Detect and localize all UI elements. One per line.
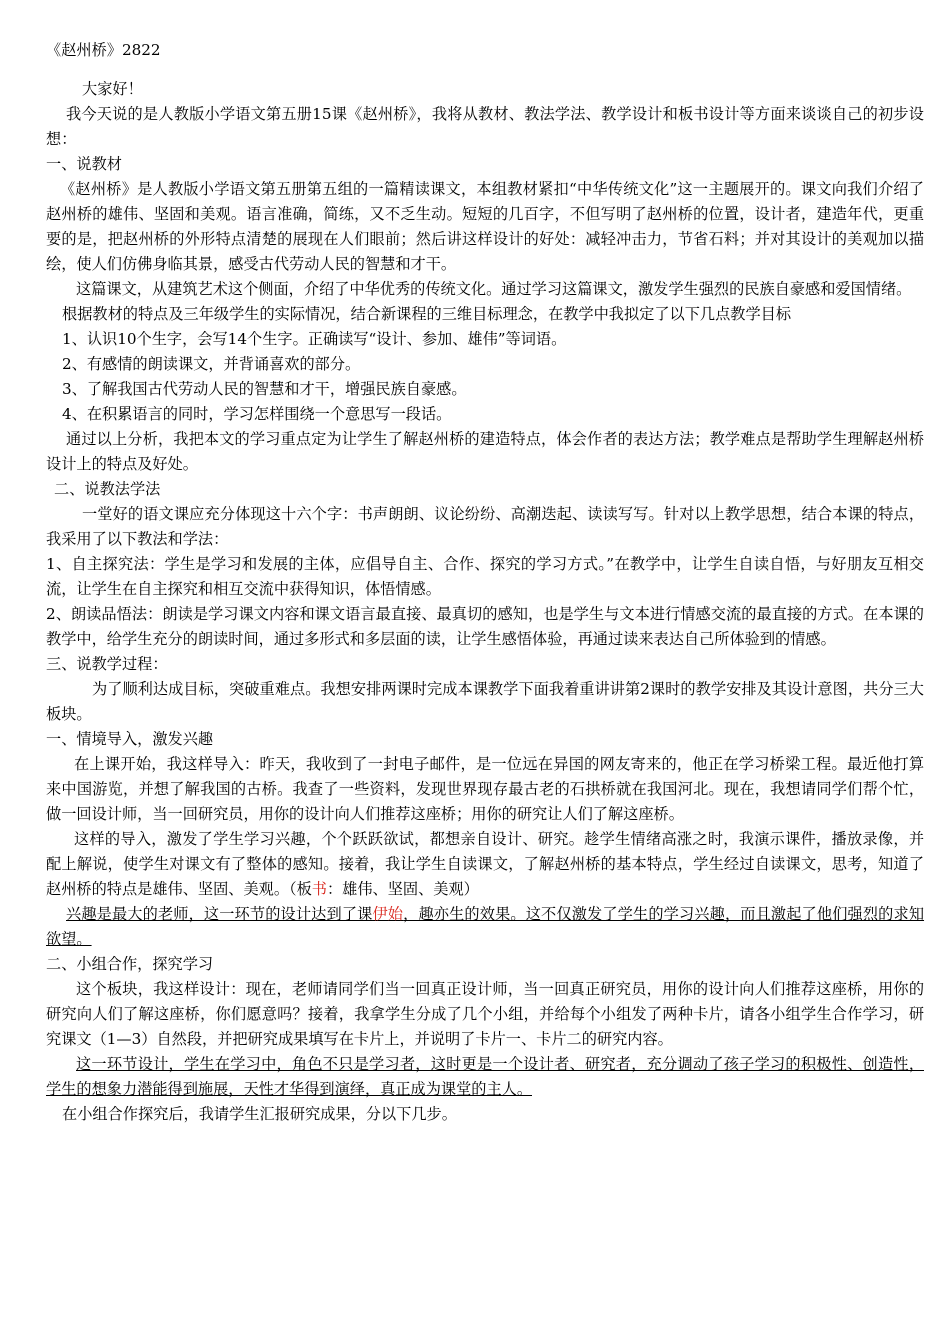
- process-intro-paragraph: 为了顺利达成目标，突破重难点。我想安排两课时完成本课教学下面我着重讲讲第2课时的教学安排及其设计意图，共分三大板块。: [46, 680, 924, 723]
- document-page: [46, 38, 924, 1127]
- goal-item: 1、认识10个生字，会写14个生字。正确读写“设计、参加、雄伟”等词语。: [62, 330, 567, 348]
- underlined-summary-2: 这一环节设计，学生在学习中，角色不只是学习者，这时更是一个设计者、研究者，充分调动了孩子学习的积极性、创造性，学生的想象力潜能得到施展，天性才华得到演绎，真正成为课堂的主人。: [46, 1055, 924, 1098]
- textbook-paragraph-3: 根据教材的特点及三年级学生的实际情况，结合新课程的三维目标理念，在教学中我拟定了以下几点教学目标: [62, 305, 791, 323]
- section-heading-methods: 二、说教法学法: [54, 480, 161, 498]
- textbook-paragraph-1: 《赵州桥》是人教版小学语文第五册第五组的一篇精读课文，本组教材紧扣“中华传统文化”这一主题展开的。课文向我们介绍了赵州桥的雄伟、坚固和美观。语言准确，简练，又不乏生动。短短的几百字，不但写明了赵州桥的位置，设计者，建造年代，更重要的是，把赵州桥的外形特点清楚的展现在人们眼前；然后讲这样设计的好处：减轻冲击力，节省石料；并对其设计的美观加以描绘，使人们仿佛身临其景，感受古代劳动人民的智慧和才干。: [46, 180, 924, 273]
- method-reading: 2、朗读品悟法：朗读是学习课文内容和课文语言最直接、最真切的感知，也是学生与文本进行情感交流的最直接的方式。在本课的教学中，给学生充分的朗读时间，通过多形式和多层面的读，让学生感悟体验，再通过读来表达自己所体验到的情感。: [46, 605, 924, 648]
- goal-item: 4、在积累语言的同时，学习怎样围绕一个意思写一段话。: [62, 405, 452, 423]
- underlined-summary-1: [46, 902, 924, 952]
- doc-title: 《赵州桥》2822: [46, 41, 161, 59]
- red-text-run: 伊始: [372, 905, 404, 923]
- textbook-paragraph-2: 这篇课文，从建筑艺术这个侧面，介绍了中华优秀的传统文化。通过学习这篇课文，激发学生强烈的民族自豪感和爱国情绪。: [76, 280, 912, 298]
- methods-intro-paragraph: 一堂好的语文课应充分体现这十六个字：书声朗朗、议论纷纷、高潮迭起、读读写写。针对以上教学思想，结合本课的特点，我采用了以下教法和学法：: [46, 505, 924, 548]
- intro-paragraph: 我今天说的是人教版小学语文第五册15课《赵州桥》，我将从教材、教法学法、教学设计和板书设计等方面来谈谈自己的初步设想：: [46, 105, 924, 148]
- report-paragraph: 在小组合作探究后，我请学生汇报研究成果，分以下几步。: [62, 1105, 457, 1123]
- red-text-run: 书: [311, 880, 327, 898]
- intro-effect-paragraph: [46, 827, 924, 902]
- text-run: ：雄伟、坚固、美观）: [326, 880, 479, 898]
- subsection-heading-2: 二、小组合作，探究学习: [46, 955, 214, 973]
- intro-scenario-paragraph: 在上课开始，我这样导入：昨天，我收到了一封电子邮件，是一位远在异国的网友寄来的，他正在学习桥梁工程。最近他打算来中国游览，并想了解我国的古桥。我查了一些资料，发现世界现存最古老的石拱桥就在我国河北。现在，我想请同学们帮个忙，做一回设计师，当一回研究员，用你的设计向人们推荐这座桥；用你的研究让人们了解这座桥。: [46, 755, 924, 823]
- greeting: 大家好！: [82, 80, 143, 98]
- text-run: ，趣亦生的效果。这不仅激发了学生的学习兴趣，而且激起了他们强烈的求知欲望。: [46, 905, 925, 948]
- group-work-paragraph: 这个板块，我这样设计：现在，老师请同学们当一回真正设计师，当一回真正研究员，用你的设计向人们推荐这座桥，用你的研究向人们了解这座桥，你们愿意吗？接着，我拿学生分成了几个小组，并给每个小组发了两种卡片，请各小组学生合作学习，研究课文（1—3）自然段，并把研究成果填写在卡片上，并说明了卡片一、卡片二的研究内容。: [46, 980, 924, 1048]
- subsection-heading-1: 一、情境导入，激发兴趣: [46, 730, 214, 748]
- section-heading-process: 三、说教学过程：: [46, 655, 168, 673]
- text-run: 兴趣是最大的老师，这一环节的设计达到了课: [66, 905, 373, 923]
- goal-item: 2、有感情的朗读课文，并背诵喜欢的部分。: [62, 355, 361, 373]
- section-heading-textbook: 一、说教材: [46, 155, 122, 173]
- key-points-paragraph: 通过以上分析，我把本文的学习重点定为让学生了解赵州桥的建造特点，体会作者的表达方法；教学难点是帮助学生理解赵州桥设计上的特点及好处。: [46, 430, 924, 473]
- method-self-explore: 1、自主探究法：学生是学习和发展的主体，应倡导自主、合作、探究的学习方式。”在教学中，让学生自读自悟，与好朋友互相交流，让学生在自主探究和相互交流中获得知识，体悟情感。: [46, 555, 924, 598]
- text-run: 这样的导入，激发了学生学习兴趣，个个跃跃欲试，都想亲自设计、研究。趁学生情绪高涨之时，我演示课件，播放录像，并配上解说，使学生对课文有了整体的感知。接着，我让学生自读课文，了解赵州桥的基本特点，学生经过自读课文，思考，知道了赵州桥的特点是雄伟、坚固、美观。（板: [46, 830, 924, 898]
- goal-item: 3、了解我国古代劳动人民的智慧和才干，增强民族自豪感。: [62, 380, 467, 398]
